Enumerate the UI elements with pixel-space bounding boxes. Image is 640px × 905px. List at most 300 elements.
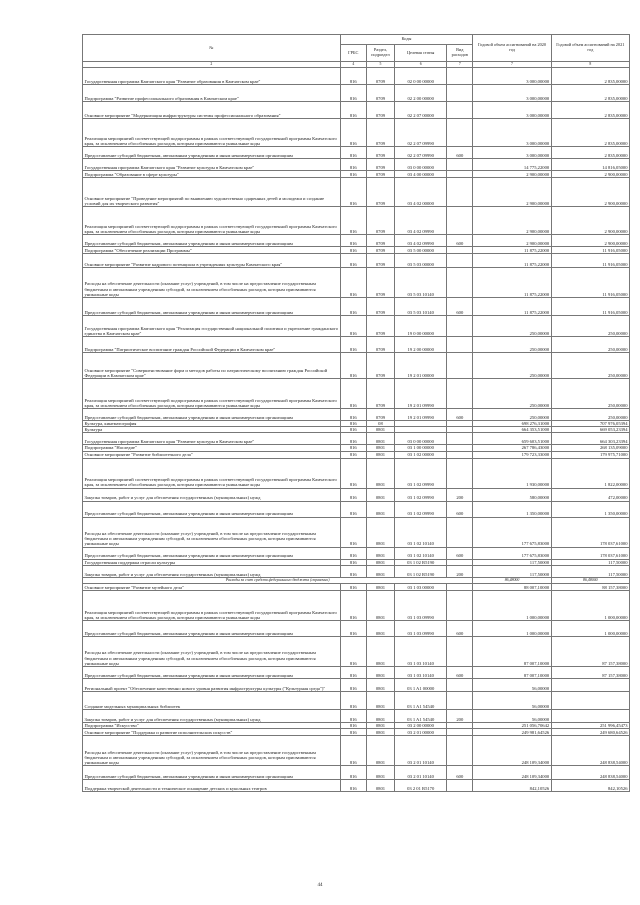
grbs-cell: 816 xyxy=(340,667,366,679)
grbs-cell: 816 xyxy=(340,68,366,85)
section-cell: 0709 xyxy=(366,178,394,207)
grbs-cell: 816 xyxy=(340,102,366,119)
expense-type-cell xyxy=(447,68,473,85)
amount-2020-cell: 249 981,64526 xyxy=(473,729,551,736)
header-number-column: № xyxy=(83,35,341,62)
amount-2021-cell: 2 900,00000 xyxy=(551,235,629,247)
amount-2020-cell: 11 875,22000 xyxy=(473,254,551,268)
expense-type-cell xyxy=(447,679,473,692)
amount-2020-cell: 250,00000 xyxy=(473,409,551,421)
section-cell: 0801 xyxy=(366,427,394,433)
expense-type-cell xyxy=(447,102,473,119)
amount-2020-cell: 3 000,00000 xyxy=(473,147,551,159)
table-row xyxy=(83,159,630,171)
section-cell: 08 xyxy=(366,421,394,427)
amount-2021-cell: 249 680,64526 xyxy=(551,729,629,736)
amount-2021-cell: 250,00000 xyxy=(551,337,629,353)
table-row xyxy=(83,488,630,501)
table-row xyxy=(83,247,630,254)
amount-2020-cell: 117,50000 xyxy=(473,565,551,577)
section-cell: 0801 xyxy=(366,547,394,559)
table-row xyxy=(83,207,630,235)
table-row xyxy=(83,679,630,692)
amount-2020-cell: 2 900,00000 xyxy=(473,235,551,247)
amount-2021-cell xyxy=(551,679,629,692)
amount-2021-cell xyxy=(551,710,629,723)
section-cell: 0709 xyxy=(366,254,394,268)
table-row xyxy=(83,766,630,780)
section-cell: 0801 xyxy=(366,445,394,451)
name-cell: Создание модельных муниципальных библиотек xyxy=(83,692,341,710)
header-colnum: 2 xyxy=(83,62,341,68)
expense-type-cell xyxy=(447,337,473,353)
name-cell: Основное мероприятие "Развитие музейного дела" xyxy=(83,584,341,591)
name-cell: Региональный проект "Обеспечение качественно нового уровня развития инфраструктуры культуры ("Культурная среда")" xyxy=(83,679,341,692)
grbs-cell: 816 xyxy=(340,119,366,147)
grbs-cell: 816 xyxy=(340,171,366,178)
name-cell: Основное мероприятие "Модернизация инфраструктуры системы профессионального образования" xyxy=(83,102,341,119)
table-row xyxy=(83,547,630,559)
amount-2020-cell: 659 603,51000 xyxy=(473,433,551,445)
name-cell: Основное мероприятие "Развитие кадрового потенциала в учреждениях культуры Камчатского края" xyxy=(83,254,341,268)
target-article-cell: 03 1 02 09990 xyxy=(395,488,447,501)
name-cell: Предоставление субсидий бюджетным, автономным учреждениям и иным некоммерческим организациям xyxy=(83,147,341,159)
grbs-cell: 816 xyxy=(340,559,366,565)
expense-type-cell xyxy=(447,85,473,102)
grbs-cell: 816 xyxy=(340,254,366,268)
amount-2020-cell: 2 900,00000 xyxy=(473,207,551,235)
section-cell: 0801 xyxy=(366,667,394,679)
amount-2020-cell: 1 350,00000 xyxy=(473,501,551,517)
section-cell: 0801 xyxy=(366,559,394,565)
grbs-cell: 816 xyxy=(340,85,366,102)
amount-2021-cell: 248 838,54000 xyxy=(551,736,629,766)
grbs-cell: 816 xyxy=(340,679,366,692)
amount-2020-cell: 56,00000 xyxy=(473,679,551,692)
table-row xyxy=(83,736,630,766)
target-article-cell: 03 1 03 00000 xyxy=(395,584,447,591)
target-article-cell: 03 1 02 00000 xyxy=(395,451,447,458)
target-article-cell: 03 4 00 00000 xyxy=(395,171,447,178)
grbs-cell: 816 xyxy=(340,451,366,458)
expense-type-cell: 200 xyxy=(447,710,473,723)
amount-2020-cell: 248 109,34000 xyxy=(473,766,551,780)
expense-type-cell xyxy=(447,736,473,766)
amount-2021-cell: 250,00000 xyxy=(551,409,629,421)
amount-2021-cell: 11 916,05000 xyxy=(551,247,629,254)
amount-2021-cell: 11 916,05000 xyxy=(551,298,629,316)
name-cell: Предоставление субсидий бюджетным, автономным учреждениям и иным некоммерческим организациям xyxy=(83,667,341,679)
name-cell: Предоставление субсидий бюджетным, автономным учреждениям и иным некоммерческим организациям xyxy=(83,766,341,780)
amount-2020-cell: 179 723,33000 xyxy=(473,451,551,458)
table-row xyxy=(83,85,630,102)
name-cell: Реализация мероприятий соответствующей подпрограммы в рамках соответствующей государственной программы Камчатского края, за исключением обособленных расходов, которым присваиваются уникальные коды xyxy=(83,119,341,147)
name-cell: Подпрограмма "Образование в сфере культуры" xyxy=(83,171,341,178)
amount-2020-cell: 11 875,22000 xyxy=(473,247,551,254)
amount-2021-cell: 1 000,00000 xyxy=(551,591,629,621)
target-article-cell: 03 1 A1 00000 xyxy=(395,679,447,692)
section-cell: 0709 xyxy=(366,268,394,298)
table-row xyxy=(83,584,630,591)
section-cell: 0709 xyxy=(366,298,394,316)
amount-2021-cell: 2 835,00000 xyxy=(551,147,629,159)
table-row xyxy=(83,780,630,792)
target-article-cell: 03 1 00 00000 xyxy=(395,445,447,451)
target-article-cell: 03 5 03 10140 xyxy=(395,298,447,316)
amount-2020-cell: 664 353,51000 xyxy=(473,427,551,433)
amount-2021-cell: 250,00000 xyxy=(551,353,629,379)
target-article-cell: 03 5 03 10140 xyxy=(395,268,447,298)
name-cell: Подпрограмма "Искусство" xyxy=(83,723,341,729)
expense-type-cell: 600 xyxy=(447,409,473,421)
table-row xyxy=(83,517,630,547)
grbs-cell: 816 xyxy=(340,421,366,427)
section-cell: 0801 xyxy=(366,488,394,501)
expense-type-cell: 600 xyxy=(447,147,473,159)
amount-2021-cell: 117,50000 xyxy=(551,565,629,577)
amount-2020-cell: 250,00000 xyxy=(473,353,551,379)
name-cell: Закупка товаров, работ и услуг для обеспечения государственных (муниципальных) нужд xyxy=(83,710,341,723)
section-cell: 0801 xyxy=(366,458,394,488)
target-article-cell: 02 2 07 00000 xyxy=(395,102,447,119)
grbs-cell: 816 xyxy=(340,501,366,517)
section-cell: 0709 xyxy=(366,207,394,235)
grbs-cell: 816 xyxy=(340,247,366,254)
expense-type-cell xyxy=(447,591,473,621)
expense-type-cell: 600 xyxy=(447,235,473,247)
section-cell: 0709 xyxy=(366,316,394,337)
grbs-cell: 816 xyxy=(340,178,366,207)
section-cell: 0801 xyxy=(366,710,394,723)
table-row xyxy=(83,254,630,268)
target-article-cell: 03 1 02 10140 xyxy=(395,547,447,559)
expense-type-cell: 600 xyxy=(447,667,473,679)
amount-2020-cell: 56,00000 xyxy=(473,710,551,723)
grbs-cell: 816 xyxy=(340,723,366,729)
name-cell: Предоставление субсидий бюджетным, автономным учреждениям и иным некоммерческим организациям xyxy=(83,621,341,637)
section-cell: 0709 xyxy=(366,85,394,102)
section-cell: 0801 xyxy=(366,501,394,517)
expense-type-cell xyxy=(447,316,473,337)
target-article-cell: 03 1 A1 54540 xyxy=(395,710,447,723)
amount-2020-cell: 2 900,00000 xyxy=(473,171,551,178)
section-cell: 0801 xyxy=(366,780,394,792)
section-cell: 0801 xyxy=(366,637,394,667)
amount-2021-cell: 88 157,38000 xyxy=(551,584,629,591)
amount-2021-cell xyxy=(551,692,629,710)
amount-2021-cell: 248 838,54000 xyxy=(551,766,629,780)
section-cell: 0801 xyxy=(366,565,394,577)
grbs-cell: 816 xyxy=(340,591,366,621)
grbs-cell: 816 xyxy=(340,488,366,501)
header-codes-group: Коды xyxy=(340,35,473,45)
table-row xyxy=(83,178,630,207)
header-colnum: 5 xyxy=(366,62,394,68)
amount-2021-cell: 87 157,38000 xyxy=(551,667,629,679)
name-cell: Основное мероприятие "Проведение мероприятий по выявлению художественно одаренных детей и молодежи и создание условий для их творческого развития" xyxy=(83,178,341,207)
expense-type-cell: 600 xyxy=(447,766,473,780)
header-colnum: 7 xyxy=(473,62,551,68)
amount-2020-cell: 11 875,22000 xyxy=(473,298,551,316)
expense-type-cell: 600 xyxy=(447,547,473,559)
expense-type-cell xyxy=(447,247,473,254)
header-year-2020: Годовой объем ассигнований на 2020 год xyxy=(473,35,551,62)
table-row xyxy=(83,316,630,337)
grbs-cell: 816 xyxy=(340,780,366,792)
amount-2021-cell: 11 916,05000 xyxy=(551,254,629,268)
section-cell: 0709 xyxy=(366,379,394,409)
name-cell: Расходы на обеспечение деятельности (оказание услуг) учреждений, в том числе на предоставление государственным бюджетным и автономным учреждениям субсидий, за исключением обособленных расходов, которым присваиваются уникальные коды xyxy=(83,736,341,766)
amount-2020-cell: 1 000,00000 xyxy=(473,591,551,621)
name-cell: Государственная программа Камчатского края "Развитие культуры в Камчатском крае" xyxy=(83,433,341,445)
amount-2021-cell: 2 835,00000 xyxy=(551,119,629,147)
name-cell: Предоставление субсидий бюджетным, автономным учреждениям и иным некоммерческим организациям xyxy=(83,409,341,421)
grbs-cell: 816 xyxy=(340,445,366,451)
target-article-cell: 19 0 00 00000 xyxy=(395,316,447,337)
grbs-cell: 816 xyxy=(340,316,366,337)
table-row xyxy=(83,621,630,637)
table-row xyxy=(83,337,630,353)
table-row xyxy=(83,501,630,517)
header-year-2021: Годовой объем ассигнований на 2021 год xyxy=(551,35,629,62)
name-cell: Подпрограмма "Патриотическое воспитание граждан Российской Федерации в Камчатском крае" xyxy=(83,337,341,353)
amount-2020-cell: 3 000,00000 xyxy=(473,68,551,85)
target-article-cell: 03 1 03 10140 xyxy=(395,667,447,679)
name-cell: Основное мероприятие "Развитие библиотечного дела" xyxy=(83,451,341,458)
section-cell: 0709 xyxy=(366,159,394,171)
target-article-cell: 19 2 00 00000 xyxy=(395,337,447,353)
amount-2020-cell: 580,00000 xyxy=(473,488,551,501)
table-row xyxy=(83,591,630,621)
grbs-cell: 816 xyxy=(340,409,366,421)
table-row xyxy=(83,692,630,710)
name-cell: Основное мероприятие "Совершенствование форм и методов работы по патриотическому воспитанию граждан Российской Федерации в Камчатском крае" xyxy=(83,353,341,379)
expense-type-cell: 200 xyxy=(447,488,473,501)
amount-2020-cell: 88 007,10000 xyxy=(473,584,551,591)
amount-2021-cell: 14 816,05000 xyxy=(551,159,629,171)
grbs-cell: 816 xyxy=(340,637,366,667)
section-cell: 0709 xyxy=(366,353,394,379)
expense-type-cell: 600 xyxy=(447,621,473,637)
section-cell: 0709 xyxy=(366,235,394,247)
expense-type-cell xyxy=(447,178,473,207)
amount-2020-cell: 14 775,22000 xyxy=(473,159,551,171)
name-cell: Закупка товаров, работ и услуг для обеспечения государственных (муниципальных) нужд xyxy=(83,565,341,577)
name-cell: Подпрограмма "Развитие профессионального образования в Камчатском крае" xyxy=(83,85,341,102)
expense-type-cell xyxy=(447,268,473,298)
section-cell: 0709 xyxy=(366,119,394,147)
name-cell: Культура xyxy=(83,427,341,433)
amount-2020-cell: 1 000,00000 xyxy=(473,621,551,637)
target-article-cell: 02 2 07 09990 xyxy=(395,147,447,159)
table-row xyxy=(83,729,630,736)
table-row xyxy=(83,451,630,458)
grbs-cell: 816 xyxy=(340,517,366,547)
target-article-cell: 03 1 02 R5190 xyxy=(395,559,447,565)
table-row xyxy=(83,637,630,667)
amount-2021-cell: 2 835,00000 xyxy=(551,68,629,85)
amount-2021-cell: 11 916,05000 xyxy=(551,268,629,298)
expense-type-cell: 600 xyxy=(447,501,473,517)
name-cell: Расходы на обеспечение деятельности (оказание услуг) учреждений, в том числе на предоставление государственным бюджетным и автономным учреждениям субсидий, за исключением обособленных расходов, которым присваиваются уникальные коды xyxy=(83,517,341,547)
expense-type-cell: 600 xyxy=(447,298,473,316)
header-expense-type: Вид расходов xyxy=(447,45,473,62)
amount-2021-cell: 179 975,71000 xyxy=(551,451,629,458)
expense-type-cell: 200 xyxy=(447,565,473,577)
amount-2020-cell: 87 007,10000 xyxy=(473,667,551,679)
amount-2021-cell: 842,10526 xyxy=(551,780,629,792)
section-cell: 0801 xyxy=(366,723,394,729)
amount-2021-cell: 664 303,23394 xyxy=(551,433,629,445)
target-article-cell: 03 1 02 09990 xyxy=(395,501,447,517)
expense-type-cell xyxy=(447,458,473,488)
table-row xyxy=(83,409,630,421)
name-cell: Реализация мероприятий соответствующей подпрограммы в рамках соответствующей государственной программы Камчатского края, за исключением обособленных расходов, которым присваиваются уникальные коды xyxy=(83,207,341,235)
table-row xyxy=(83,379,630,409)
target-article-cell: 03 5 03 00000 xyxy=(395,254,447,268)
section-cell: 0801 xyxy=(366,584,394,591)
expense-type-cell xyxy=(447,159,473,171)
section-cell: 0709 xyxy=(366,247,394,254)
target-article-cell: 03 2 01 R5170 xyxy=(395,780,447,792)
target-article-cell: 03 1 02 10140 xyxy=(395,517,447,547)
section-cell: 0801 xyxy=(366,692,394,710)
grbs-cell: 816 xyxy=(340,458,366,488)
amount-2021-cell: 707 976,05394 xyxy=(551,421,629,427)
table-row xyxy=(83,268,630,298)
grbs-cell: 816 xyxy=(340,337,366,353)
table-row xyxy=(83,147,630,159)
section-cell: 0801 xyxy=(366,679,394,692)
header-target-article: Целевая статья xyxy=(395,45,447,62)
grbs-cell: 816 xyxy=(340,268,366,298)
name-cell: Государственная программа Камчатского края "Развитие культуры в Камчатском крае" xyxy=(83,159,341,171)
grbs-cell: 816 xyxy=(340,207,366,235)
amount-2020-cell: 11 875,22000 xyxy=(473,268,551,298)
table-row xyxy=(83,235,630,247)
expense-type-cell xyxy=(447,637,473,667)
target-article-cell: 19 2 01 09990 xyxy=(395,409,447,421)
name-cell: Подпрограмма "Обеспечение реализации Программы" xyxy=(83,247,341,254)
table-row xyxy=(83,710,630,723)
amount-2021-cell: 2 835,00000 xyxy=(551,102,629,119)
section-cell: 0709 xyxy=(366,337,394,353)
section-cell: 0801 xyxy=(366,451,394,458)
section-cell: 0801 xyxy=(366,517,394,547)
amount-2020-cell: 3 000,00000 xyxy=(473,85,551,102)
amount-2021-cell: 2 835,00000 xyxy=(551,85,629,102)
name-cell: Предоставление субсидий бюджетным, автономным учреждениям и иным некоммерческим организациям xyxy=(83,235,341,247)
expense-type-cell xyxy=(447,171,473,178)
amount-2020-cell: 56,00000 xyxy=(473,692,551,710)
amount-2021-cell: 86,48000 xyxy=(551,577,629,583)
amount-2020-cell: 2 900,00000 xyxy=(473,178,551,207)
grbs-cell: 816 xyxy=(340,235,366,247)
page-number: 44 xyxy=(317,883,323,888)
amount-2021-cell: 2 900,00000 xyxy=(551,207,629,235)
expense-type-cell xyxy=(447,517,473,547)
amount-2020-cell: 698 276,31000 xyxy=(473,421,551,427)
expense-type-cell xyxy=(447,692,473,710)
name-cell: Реализация мероприятий соответствующей подпрограммы в рамках соответствующей государственной программы Камчатского края, за исключением обособленных расходов, которым присваиваются уникальные коды xyxy=(83,379,341,409)
amount-2021-cell: 268 135,09000 xyxy=(551,445,629,451)
expense-type-cell xyxy=(447,379,473,409)
amount-2021-cell: 178 037,61000 xyxy=(551,547,629,559)
section-cell: 0709 xyxy=(366,171,394,178)
amount-2021-cell: 251 996,45473 xyxy=(551,723,629,729)
section-cell: 0801 xyxy=(366,433,394,445)
section-cell: 0801 xyxy=(366,736,394,766)
name-cell: Расходы на обеспечение деятельности (оказание услуг) учреждений, в том числе на предоставление государственным бюджетным и автономным учреждениям субсидий, за исключением обособленных расходов, которым присваиваются уникальные коды xyxy=(83,268,341,298)
table-row xyxy=(83,559,630,565)
target-article-cell: 03 1 02 09990 xyxy=(395,458,447,488)
amount-2020-cell: 3 000,00000 xyxy=(473,102,551,119)
target-article-cell: 03 2 01 00000 xyxy=(395,729,447,736)
name-cell: Культура, кинематография xyxy=(83,421,341,427)
target-article-cell: 02 0 00 00000 xyxy=(395,68,447,85)
amount-2020-cell: 86,48000 xyxy=(473,577,551,583)
amount-2020-cell: 250,00000 xyxy=(473,316,551,337)
target-article-cell: 03 4 02 09990 xyxy=(395,207,447,235)
grbs-cell: 816 xyxy=(340,584,366,591)
expense-type-cell xyxy=(447,254,473,268)
amount-2021-cell: 1 350,00000 xyxy=(551,501,629,517)
amount-2020-cell: 250,00000 xyxy=(473,337,551,353)
target-article-cell: 03 1 03 10140 xyxy=(395,637,447,667)
header-colnum: 4 xyxy=(340,62,366,68)
grbs-cell: 816 xyxy=(340,298,366,316)
amount-2020-cell: 177 675,83000 xyxy=(473,547,551,559)
expense-type-cell xyxy=(447,451,473,458)
table-row xyxy=(83,565,630,577)
amount-2020-cell: 117,50000 xyxy=(473,559,551,565)
header-colnum: 6 xyxy=(395,62,447,68)
amount-2021-cell: 2 900,00000 xyxy=(551,171,629,178)
target-article-cell: 03 4 02 00000 xyxy=(395,178,447,207)
header-colnum: 8 xyxy=(551,62,629,68)
name-cell: Реализация мероприятий соответствующей подпрограммы в рамках соответствующей государственной программы Камчатского края, за исключением обособленных расходов, которым присваиваются уникальные коды xyxy=(83,458,341,488)
amount-2020-cell: 251 056,70642 xyxy=(473,723,551,729)
name-cell: Предоставление субсидий бюджетным, автономным учреждениям и иным некоммерческим организациям xyxy=(83,501,341,517)
section-cell: 0801 xyxy=(366,621,394,637)
section-cell: 0709 xyxy=(366,409,394,421)
amount-2021-cell: 2 900,00000 xyxy=(551,178,629,207)
expense-type-cell xyxy=(447,353,473,379)
grbs-cell: 816 xyxy=(340,736,366,766)
table-body xyxy=(83,68,630,792)
target-article-cell: 03 1 A1 54540 xyxy=(395,692,447,710)
grbs-cell: 816 xyxy=(340,766,366,780)
name-cell: Расходы на обеспечение деятельности (оказание услуг) учреждений, в том числе на предоставление государственным бюджетным и автономным учреждениям субсидий, за исключением обособленных расходов, которым присваиваются уникальные коды xyxy=(83,637,341,667)
table-row xyxy=(83,458,630,488)
expense-type-cell xyxy=(447,433,473,445)
expense-type-cell xyxy=(447,119,473,147)
expense-type-cell xyxy=(447,780,473,792)
amount-2021-cell: 87 157,38000 xyxy=(551,637,629,667)
table-header xyxy=(83,35,630,68)
amount-2021-cell: 1 822,00000 xyxy=(551,458,629,488)
grbs-cell: 816 xyxy=(340,379,366,409)
name-cell: Основное мероприятие "Поддержка и развитие исполнительских искусств" xyxy=(83,729,341,736)
name-cell: Реализация мероприятий соответствующей подпрограммы в рамках соответствующей государственной программы Камчатского края, за исключением обособленных расходов, которым присваиваются уникальные коды xyxy=(83,591,341,621)
expense-type-cell xyxy=(447,584,473,591)
target-article-cell: 03 5 00 00000 xyxy=(395,247,447,254)
table-row xyxy=(83,171,630,178)
amount-2021-cell: 117,50000 xyxy=(551,559,629,565)
amount-2021-cell: 1 000,00000 xyxy=(551,621,629,637)
target-article-cell: 19 2 01 09990 xyxy=(395,379,447,409)
table-row xyxy=(83,298,630,316)
